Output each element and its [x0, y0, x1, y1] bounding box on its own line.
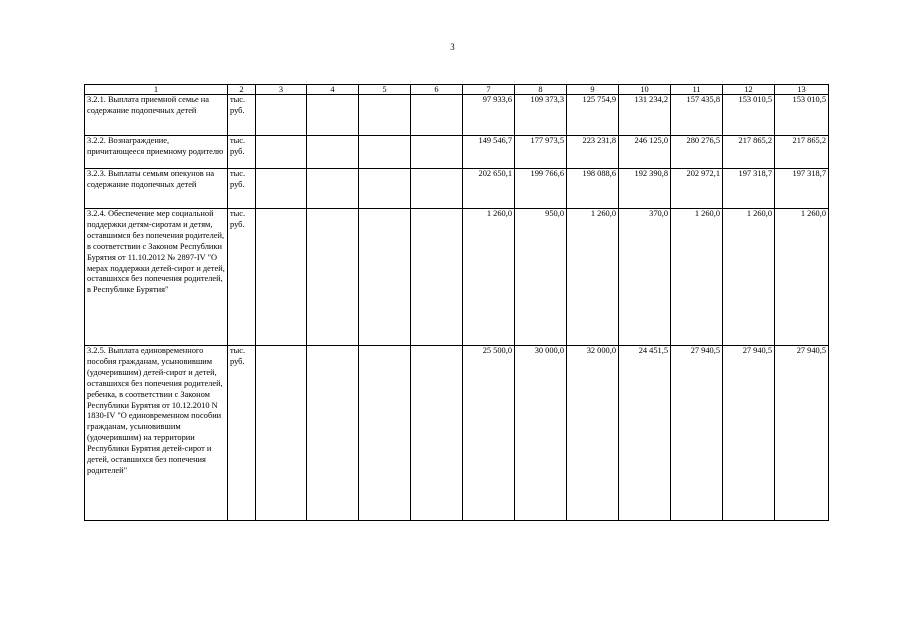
value-cell: 131 234,2	[619, 95, 671, 136]
column-header: 10	[619, 85, 671, 95]
column-header: 6	[411, 85, 463, 95]
value-cell: 370,0	[619, 209, 671, 346]
value-cell: 198 088,6	[567, 169, 619, 209]
value-cell: 192 390,8	[619, 169, 671, 209]
value-cell	[411, 209, 463, 346]
value-cell	[411, 95, 463, 136]
value-cell: 27 940,5	[671, 346, 723, 521]
value-cell: 153 010,5	[775, 95, 829, 136]
column-header: 12	[723, 85, 775, 95]
unit-cell: тыс. руб.	[228, 169, 256, 209]
column-header: 9	[567, 85, 619, 95]
value-cell: 25 500,0	[463, 346, 515, 521]
column-header: 1	[85, 85, 228, 95]
column-header: 2	[228, 85, 256, 95]
value-cell	[359, 95, 411, 136]
value-cell: 30 000,0	[515, 346, 567, 521]
row-name-cell: 3.2.1. Выплата приемной семье на содержание подопечных детей	[85, 95, 228, 136]
value-cell: 32 000,0	[567, 346, 619, 521]
column-number-row	[85, 85, 829, 95]
row-name-cell: 3.2.4. Обеспечение мер социальной поддержки детям-сиротам и детям, оставшимся без попечения родителей, в соответствии с Законом Республики Бурятия от 11.10.2012 № 2897-IV "О мерах поддержки детей-сирот и детей, оставшихся без попечения родителей, в Республике Бурятия"	[85, 209, 228, 346]
unit-cell: тыс. руб.	[228, 95, 256, 136]
value-cell: 202 650,1	[463, 169, 515, 209]
value-cell	[256, 95, 307, 136]
value-cell	[256, 209, 307, 346]
value-cell	[359, 346, 411, 521]
value-cell: 246 125,0	[619, 136, 671, 169]
unit-cell: тыс. руб.	[228, 209, 256, 346]
value-cell: 153 010,5	[723, 95, 775, 136]
column-header: 7	[463, 85, 515, 95]
value-cell	[307, 346, 359, 521]
row-name-cell: 3.2.5. Выплата единовременного пособия гражданам, усыновившим (удочерившим) детей-сирот и детей, оставшихся без попечения родителей, ребенка, в соответствии с Законом Республики Бурятия от 10.12.2010 N 1830-IV "О единовременном пособии гражданам, усыновившим (удочерившим) на территории Республики Бурятия детей-сирот и детей, оставшихся без попечения родителей"	[85, 346, 228, 521]
unit-cell: тыс. руб.	[228, 136, 256, 169]
value-cell: 149 546,7	[463, 136, 515, 169]
value-cell: 280 276,5	[671, 136, 723, 169]
value-cell	[256, 169, 307, 209]
row-name-cell: 3.2.3. Выплаты семьям опекунов на содержание подопечных детей	[85, 169, 228, 209]
value-cell	[359, 169, 411, 209]
value-cell: 27 940,5	[775, 346, 829, 521]
value-cell: 217 865,2	[775, 136, 829, 169]
value-cell: 1 260,0	[671, 209, 723, 346]
page-number: 3	[450, 42, 455, 52]
value-cell: 1 260,0	[463, 209, 515, 346]
table-row	[85, 209, 829, 346]
row-name-cell: 3.2.2. Вознаграждение, причитающееся приемному родителю	[85, 136, 228, 169]
table-row	[85, 95, 829, 136]
value-cell: 1 260,0	[567, 209, 619, 346]
value-cell	[411, 346, 463, 521]
column-header: 8	[515, 85, 567, 95]
value-cell: 27 940,5	[723, 346, 775, 521]
value-cell: 24 451,5	[619, 346, 671, 521]
table-row	[85, 346, 829, 521]
column-header: 11	[671, 85, 723, 95]
value-cell: 97 933,6	[463, 95, 515, 136]
column-header: 3	[256, 85, 307, 95]
value-cell: 223 231,8	[567, 136, 619, 169]
value-cell: 157 435,8	[671, 95, 723, 136]
table-row	[85, 169, 829, 209]
value-cell	[359, 136, 411, 169]
value-cell: 202 972,1	[671, 169, 723, 209]
value-cell: 1 260,0	[775, 209, 829, 346]
value-cell	[307, 136, 359, 169]
value-cell	[307, 209, 359, 346]
table-row	[85, 136, 829, 169]
column-header: 5	[359, 85, 411, 95]
unit-cell: тыс. руб.	[228, 346, 256, 521]
column-header: 4	[307, 85, 359, 95]
value-cell	[307, 95, 359, 136]
value-cell: 217 865,2	[723, 136, 775, 169]
value-cell: 199 766,6	[515, 169, 567, 209]
value-cell: 109 373,3	[515, 95, 567, 136]
value-cell	[359, 209, 411, 346]
value-cell	[307, 169, 359, 209]
value-cell: 197 318,7	[775, 169, 829, 209]
value-cell	[256, 346, 307, 521]
value-cell	[256, 136, 307, 169]
value-cell: 1 260,0	[723, 209, 775, 346]
value-cell: 950,0	[515, 209, 567, 346]
value-cell: 125 754,9	[567, 95, 619, 136]
budget-table	[84, 84, 829, 521]
value-cell: 177 973,5	[515, 136, 567, 169]
value-cell	[411, 136, 463, 169]
column-header: 13	[775, 85, 829, 95]
value-cell	[411, 169, 463, 209]
value-cell: 197 318,7	[723, 169, 775, 209]
